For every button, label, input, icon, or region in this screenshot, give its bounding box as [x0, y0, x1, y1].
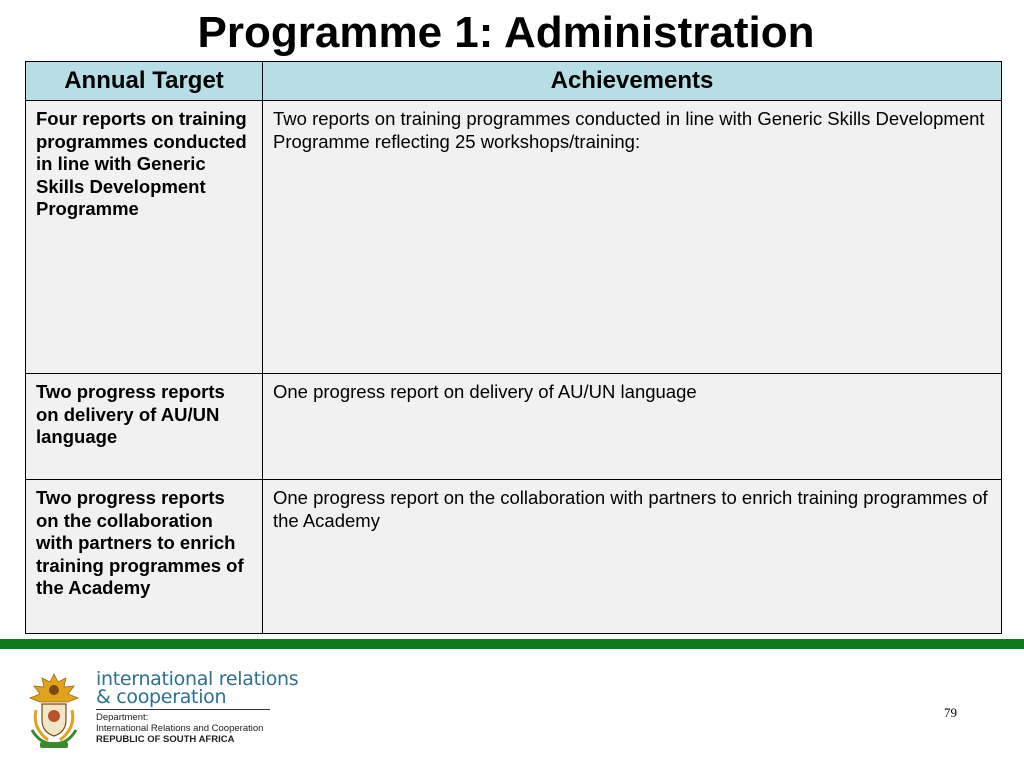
department-logo — [22, 668, 299, 752]
target-cell: Two progress reports on the collaboration with partners to enrich training programmes of the Academy — [26, 480, 263, 634]
table-header-row — [26, 62, 1002, 101]
achievement-cell: One progress report on the collaboration with partners to enrich training programmes of the Academy — [263, 480, 1002, 634]
target-cell: Four reports on training programmes conducted in line with Generic Skills Development Programme — [26, 101, 263, 374]
brand-name-line2: & cooperation — [96, 686, 227, 708]
page-title: Programme 1: Administration — [197, 8, 815, 57]
country-name: REPUBLIC OF SOUTH AFRICA — [96, 734, 235, 745]
achievement-cell: Two reports on training programmes conducted in line with Generic Skills Development Programme reflecting 25 workshops/training: — [263, 101, 1002, 374]
header-achievements: Achievements — [263, 62, 1002, 101]
brand-divider — [96, 709, 270, 710]
header-annual-target: Annual Target — [26, 62, 263, 101]
target-cell: Two progress reports on delivery of AU/UN language — [26, 374, 263, 480]
table-row — [26, 480, 1002, 634]
targets-table — [25, 61, 1002, 634]
page-number: 79 — [944, 705, 957, 720]
brand-name-line1: international relations — [96, 668, 299, 690]
department-name: International Relations and Cooperation — [96, 723, 264, 734]
achievement-cell: One progress report on delivery of AU/UN language — [263, 374, 1002, 480]
table-row — [26, 101, 1002, 374]
department-label: Department: — [96, 712, 149, 723]
table-row — [26, 374, 1002, 480]
coat-of-arms-icon — [22, 670, 86, 750]
footer-divider-bar — [0, 639, 1024, 649]
